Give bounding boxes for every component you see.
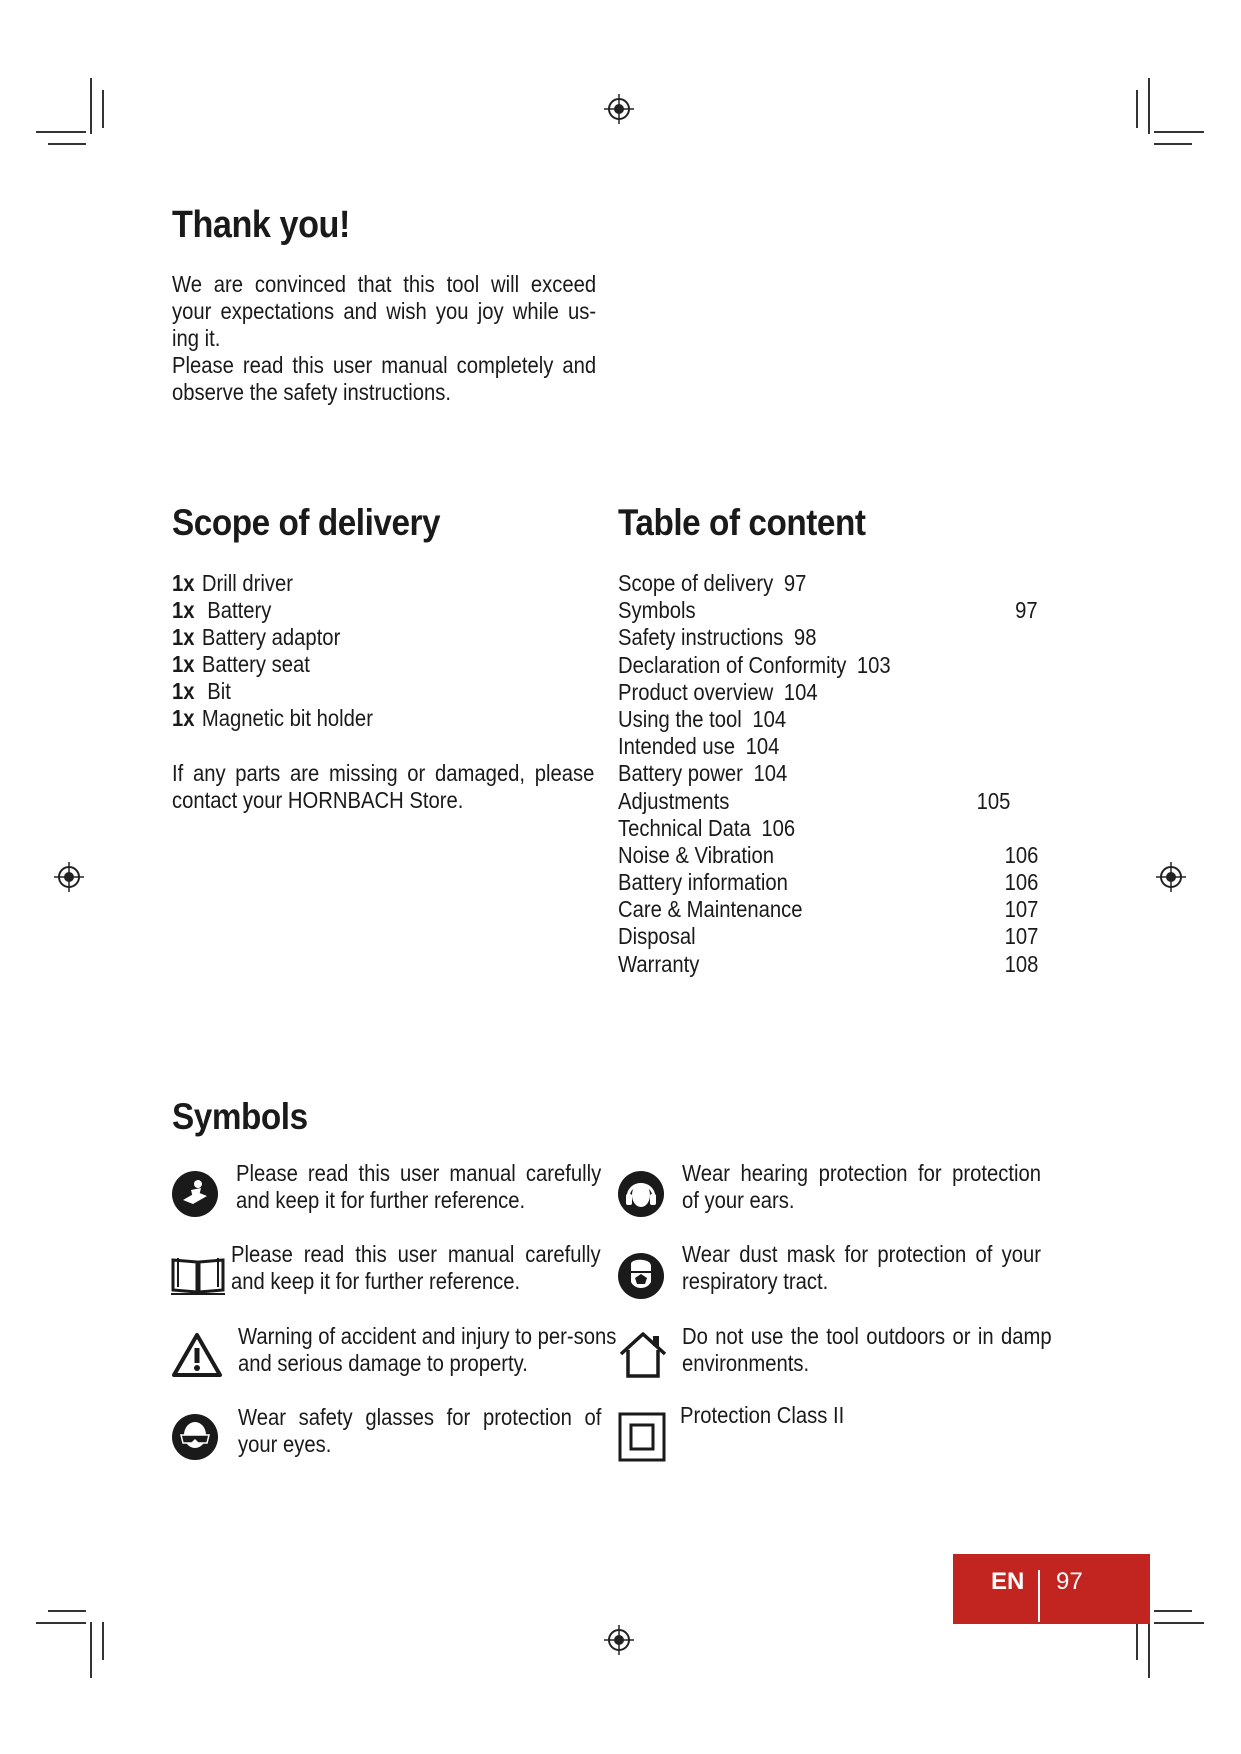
toc-entry-title: Using the tool — [618, 705, 742, 732]
symbol-description: Please read this user manual carefully and keep it for further reference. — [231, 1241, 601, 1294]
item-qty: 1x — [172, 705, 195, 731]
toc-entry — [618, 815, 1038, 842]
toc-entry-title: Adjustments — [618, 787, 730, 814]
item-label: Drill driver — [201, 570, 293, 596]
toc-entry-title: Symbols — [618, 597, 696, 624]
toc-entry — [618, 869, 1038, 896]
indoor-use-icon — [617, 1330, 669, 1380]
divider — [1038, 1570, 1040, 1622]
toc-entry — [618, 951, 1038, 978]
toc-entry-inline — [618, 760, 787, 787]
toc-entry-page: 106 — [761, 814, 796, 841]
dust-mask-icon — [617, 1252, 665, 1300]
toc-entry-page: 98 — [793, 624, 817, 651]
toc-entry-inline — [618, 706, 786, 733]
protection-class-2-icon — [618, 1412, 666, 1462]
toc-entry-page: 104 — [783, 678, 818, 705]
symbol-description: Do not use the tool outdoors or in damp environments. — [682, 1323, 1052, 1376]
item-label: Battery — [207, 597, 272, 623]
toc-entry-page: 97 — [783, 570, 807, 596]
toc-entry — [618, 652, 1038, 679]
list-item — [172, 624, 594, 651]
thank-you-title: Thank you! — [172, 204, 350, 246]
toc-entry-page: 108 — [1004, 950, 1038, 977]
toc-entry-page: 104 — [745, 733, 780, 760]
thank-you-paragraph: Please read this user manual completely and observe the safety instructions. — [172, 352, 597, 405]
symbol-description: Protection Class II — [680, 1402, 845, 1428]
toc-entry-inline — [618, 624, 816, 651]
toc-entry-page: 104 — [752, 705, 787, 732]
symbol-description: Wear dust mask for protection of your respiratory tract. — [682, 1241, 1042, 1294]
toc-entry-title: Noise & Vibration — [618, 841, 775, 868]
toc-entry-title: Scope of delivery — [618, 570, 774, 596]
symbol-description: Warning of accident and injury to per-sons and serious damage to property. — [238, 1323, 617, 1376]
symbol-description: Wear safety glasses for protection of your eyes. — [238, 1404, 602, 1457]
thank-you-text — [172, 271, 596, 406]
registration-mark-icon — [604, 94, 634, 124]
list-item — [172, 678, 594, 705]
scope-note: If any parts are missing or damaged, please contact your HORNBACH Store. — [172, 760, 595, 813]
scope-list — [172, 570, 594, 732]
registration-mark-icon — [54, 862, 84, 892]
registration-mark-icon — [604, 1625, 634, 1655]
toc-entry — [618, 679, 1038, 706]
page-number: 97 — [1056, 1568, 1083, 1595]
toc-entry-page: 107 — [1004, 923, 1038, 950]
toc-entry-title: Disposal — [618, 923, 696, 950]
page-footer-tab — [953, 1554, 1150, 1624]
toc-entry-page: 106 — [1004, 869, 1038, 896]
toc-entry-inline — [618, 652, 891, 679]
toc-entry-title: Product overview — [618, 678, 774, 705]
toc-entry-inline — [618, 815, 795, 842]
open-book-icon — [170, 1254, 226, 1296]
language-code: EN — [991, 1568, 1025, 1595]
toc-entry — [618, 760, 1038, 787]
toc-entry — [618, 842, 1038, 869]
toc-entry-title: Care & Maintenance — [618, 896, 803, 923]
toc-entry-title: Technical Data — [618, 814, 751, 841]
toc-entry — [618, 896, 1038, 923]
toc-entry — [618, 570, 1038, 597]
item-label: Battery seat — [201, 651, 310, 677]
toc-entry-page: 107 — [1004, 896, 1038, 923]
registration-mark-icon — [1156, 862, 1186, 892]
toc-entry-title: Declaration of Conformity — [618, 651, 847, 678]
toc-entry — [618, 706, 1038, 733]
symbols-title: Symbols — [172, 1096, 308, 1137]
toc-entry — [618, 624, 1038, 651]
toc-title: Table of content — [618, 502, 866, 543]
toc-entry — [618, 733, 1038, 760]
item-label: Magnetic bit holder — [201, 705, 373, 731]
scope-title: Scope of delivery — [172, 502, 441, 543]
list-item — [172, 651, 594, 678]
item-qty: 1x — [172, 597, 195, 623]
toc-entry-page: 106 — [1004, 841, 1038, 868]
toc-entry — [618, 597, 1038, 624]
toc-entry-title: Battery information — [618, 869, 788, 896]
toc-entry-page: 103 — [856, 651, 891, 678]
list-item — [172, 597, 594, 624]
item-label: Battery adaptor — [201, 624, 341, 650]
toc-entry-page: 104 — [753, 760, 788, 787]
toc-entry-title: Intended use — [618, 733, 736, 760]
thank-you-paragraph: We are convinced that this tool will exceed your expectations and wish you joy while us-ing it. — [172, 271, 597, 351]
toc-entry-title: Warranty — [618, 950, 700, 977]
toc-list — [618, 570, 1038, 978]
list-item — [172, 705, 594, 732]
toc-entry-title: Battery power — [618, 760, 743, 787]
toc-entry — [618, 788, 1038, 815]
item-qty: 1x — [172, 651, 195, 677]
list-item — [172, 570, 594, 597]
toc-entry-inline — [618, 733, 779, 760]
hearing-protection-icon — [617, 1170, 665, 1218]
item-label: Bit — [207, 678, 231, 704]
symbol-description: Please read this user manual carefully and keep it for further reference. — [236, 1160, 602, 1213]
toc-entry-inline — [618, 679, 818, 706]
safety-glasses-icon — [171, 1413, 219, 1461]
warning-triangle-icon — [171, 1332, 223, 1378]
item-qty: 1x — [172, 678, 195, 704]
read-manual-icon — [171, 1170, 219, 1218]
item-qty: 1x — [172, 624, 195, 650]
toc-entry-page: 97 — [1015, 597, 1038, 624]
toc-entry-page: 105 — [976, 787, 1010, 814]
toc-entry — [618, 923, 1038, 950]
toc-entry-inline — [618, 570, 806, 597]
item-qty: 1x — [172, 570, 195, 596]
symbol-description: Wear hearing protection for protection of your ears. — [682, 1160, 1042, 1213]
toc-entry-title: Safety instructions — [618, 624, 784, 651]
